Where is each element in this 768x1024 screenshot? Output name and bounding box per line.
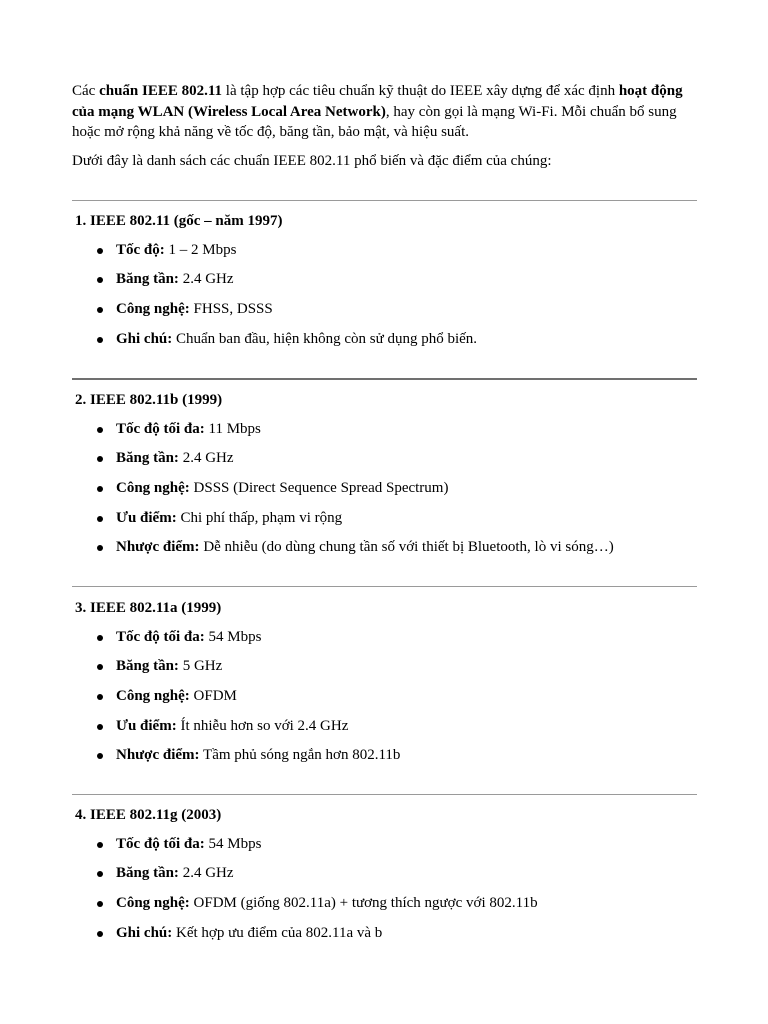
standard-section-3 xyxy=(72,598,697,771)
bullet-icon xyxy=(97,724,103,730)
item-label: Công nghệ: xyxy=(116,687,190,704)
item-value: Tầm phủ sóng ngắn hơn 802.11b xyxy=(203,747,401,764)
item-label: Tốc độ tối đa: xyxy=(116,420,205,437)
list-item xyxy=(72,236,697,266)
bullet-icon xyxy=(97,694,103,700)
divider xyxy=(72,794,697,795)
intro-paragraph xyxy=(72,81,698,143)
list-item xyxy=(72,859,697,889)
item-label: Băng tần: xyxy=(116,865,179,882)
item-label: Băng tần: xyxy=(116,271,179,288)
item-label: Ưu điểm: xyxy=(116,509,177,526)
bullet-icon xyxy=(97,871,103,877)
bullet-icon xyxy=(97,427,103,433)
item-label: Băng tần: xyxy=(116,658,179,675)
list-item xyxy=(72,830,697,860)
standard-section-2 xyxy=(72,390,697,563)
bullet-icon xyxy=(97,277,103,283)
item-label: Ghi chú: xyxy=(116,330,173,347)
item-label: Công nghệ: xyxy=(116,894,190,911)
item-value: 11 Mbps xyxy=(208,420,261,437)
item-value: FHSS, DSSS xyxy=(193,300,273,317)
list-item xyxy=(72,504,697,534)
list-item xyxy=(72,889,697,919)
section-heading: 3. IEEE 802.11a (1999) xyxy=(75,600,222,616)
item-label: Tốc độ: xyxy=(116,241,165,258)
spec-list xyxy=(72,623,697,771)
item-label: Tốc độ tối đa: xyxy=(116,835,205,852)
intro-bold-term: chuẩn IEEE 802.11 xyxy=(99,83,223,99)
item-value: DSSS (Direct Sequence Spread Spectrum) xyxy=(193,479,449,496)
standard-section-4 xyxy=(72,805,697,948)
section-heading: 2. IEEE 802.11b (1999) xyxy=(75,392,223,408)
divider xyxy=(72,200,697,201)
item-value: 2.4 GHz xyxy=(182,865,234,882)
list-item xyxy=(72,295,697,325)
item-label: Ghi chú: xyxy=(116,924,173,941)
bullet-icon xyxy=(97,842,103,848)
bullet-icon xyxy=(97,337,103,343)
bullet-icon xyxy=(97,545,103,551)
list-item xyxy=(72,444,697,474)
item-label: Tốc độ tối đa: xyxy=(116,628,205,645)
divider xyxy=(72,586,697,587)
bullet-icon xyxy=(97,664,103,670)
bullet-icon xyxy=(97,486,103,492)
bullet-icon xyxy=(97,307,103,313)
bullet-icon xyxy=(97,901,103,907)
list-item xyxy=(72,652,697,682)
bullet-icon xyxy=(97,248,103,254)
item-value: Kết hợp ưu điểm của 802.11a và b xyxy=(176,924,383,941)
list-item xyxy=(72,623,697,653)
item-label: Ưu điểm: xyxy=(116,717,177,734)
item-value: 5 GHz xyxy=(182,658,223,675)
item-value: Chi phí thấp, phạm vi rộng xyxy=(180,509,343,526)
divider xyxy=(72,378,697,380)
item-label: Công nghệ: xyxy=(116,300,190,317)
item-value: Chuẩn ban đầu, hiện không còn sử dụng phổ biến. xyxy=(176,330,478,347)
section-heading: 4. IEEE 802.11g (2003) xyxy=(75,807,222,823)
list-item xyxy=(72,682,697,712)
item-value: 54 Mbps xyxy=(208,628,262,645)
list-item xyxy=(72,415,697,445)
item-label: Nhược điểm: xyxy=(116,747,200,764)
intro-text: Các xyxy=(72,83,100,99)
item-value: 2.4 GHz xyxy=(182,271,234,288)
intro-text: là tập hợp các tiêu chuẩn kỹ thuật do IEEE xây dựng để xác định xyxy=(222,83,619,99)
bullet-icon xyxy=(97,456,103,462)
list-intro-paragraph: Dưới đây là danh sách các chuẩn IEEE 802.11 phổ biến và đặc điểm của chúng: xyxy=(72,153,552,169)
list-item xyxy=(72,533,697,563)
item-value: Ít nhiễu hơn so với 2.4 GHz xyxy=(180,717,349,734)
bullet-icon xyxy=(97,931,103,937)
item-value: 2.4 GHz xyxy=(182,450,234,467)
standard-section-1 xyxy=(72,211,697,354)
list-item xyxy=(72,712,697,742)
item-value: 54 Mbps xyxy=(208,835,262,852)
spec-list xyxy=(72,830,697,949)
bullet-icon xyxy=(97,635,103,641)
item-value: OFDM xyxy=(193,687,237,704)
bullet-icon xyxy=(97,516,103,522)
list-item xyxy=(72,741,697,771)
intro-bold-term: hoạt động của mạng WLAN (Wireless Local Area Network) xyxy=(72,83,683,120)
list-item xyxy=(72,919,697,949)
list-item xyxy=(72,474,697,504)
item-label: Công nghệ: xyxy=(116,479,190,496)
item-value: OFDM (giống 802.11a) + tương thích ngược với 802.11b xyxy=(193,894,538,911)
list-item xyxy=(72,325,697,355)
intro-text: , hay còn gọi là mạng Wi-Fi. Mỗi chuẩn bổ sung hoặc mở rộng khả năng về tốc độ, băng tần, bảo mật, và hiệu suất. xyxy=(72,103,677,140)
item-label: Nhược điểm: xyxy=(116,539,200,556)
bullet-icon xyxy=(97,753,103,759)
spec-list xyxy=(72,415,697,563)
list-item xyxy=(72,265,697,295)
section-heading: 1. IEEE 802.11 (gốc – năm 1997) xyxy=(75,213,283,229)
item-label: Băng tần: xyxy=(116,450,179,467)
item-value: Dễ nhiễu (do dùng chung tần số với thiết bị Bluetooth, lò vi sóng…) xyxy=(203,539,614,556)
item-value: 1 – 2 Mbps xyxy=(168,241,237,258)
spec-list xyxy=(72,236,697,355)
